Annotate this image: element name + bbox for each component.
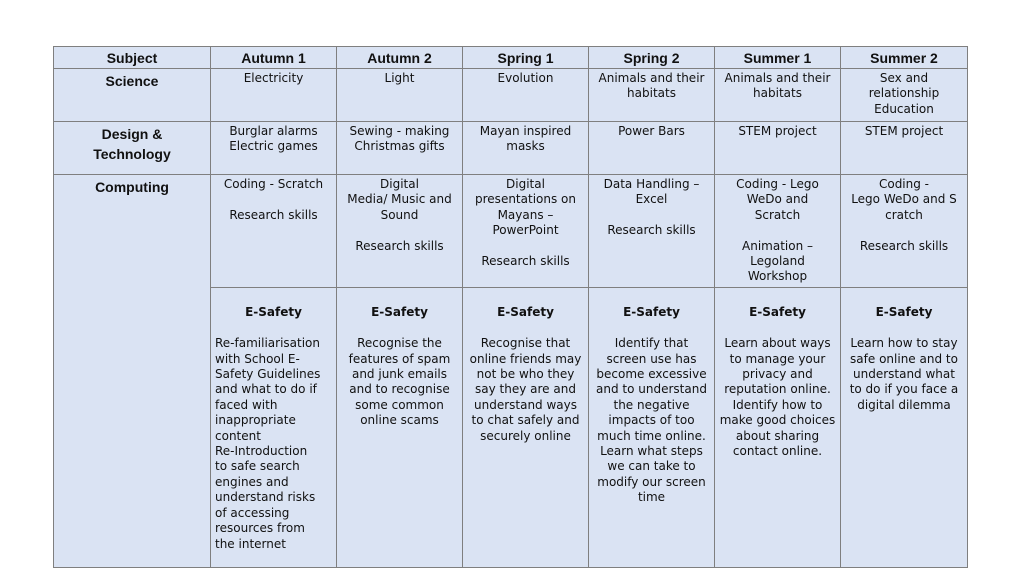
- esafety-heading: E-Safety: [245, 305, 302, 320]
- header-term: Summer 2: [841, 47, 968, 69]
- table-cell: Digital Media/ Music and Sound Research skills: [337, 175, 463, 288]
- esafety-cell: [211, 288, 337, 568]
- esafety-text: Recognise that online friends may not be who they say they are and understand ways to chat safely and securely online: [469, 336, 582, 443]
- header-term: Autumn 1: [211, 47, 337, 69]
- table-cell: Animals and their habitats: [589, 69, 715, 122]
- header-term: Spring 2: [589, 47, 715, 69]
- esafety-cell: [589, 288, 715, 568]
- table-row-design-technology: [54, 122, 968, 175]
- table-cell: Animals and their habitats: [715, 69, 841, 122]
- table-cell: Digital presentations on Mayans – PowerPoint Research skills: [463, 175, 589, 288]
- esafety-heading: E-Safety: [497, 305, 554, 320]
- table-cell: Power Bars: [589, 122, 715, 175]
- esafety-heading: E-Safety: [875, 305, 933, 320]
- esafety-text: Learn how to stay safe online and to understand what to do if you face a digital dilemma: [849, 336, 959, 412]
- table-cell: Light: [337, 69, 463, 122]
- esafety-text: Recognise the features of spam and junk emails and to recognise some common online scams: [348, 336, 451, 428]
- esafety-cell: [841, 288, 968, 568]
- table-cell: Data Handling – Excel Research skills: [589, 175, 715, 288]
- table-cell: Mayan inspired masks: [463, 122, 589, 175]
- table-cell: Sewing - making Christmas gifts: [337, 122, 463, 175]
- header-row: [54, 47, 968, 69]
- table-cell: Coding - Lego WeDo and S cratch Research skills: [841, 175, 968, 288]
- header-term: Summer 1: [715, 47, 841, 69]
- esafety-text: Identify that screen use has become excessive and to understand the negative impacts of too much time online. Learn what steps we can take to modify our screen time: [596, 336, 707, 505]
- esafety-heading: E-Safety: [623, 305, 680, 320]
- table-cell: Evolution: [463, 69, 589, 122]
- table-cell: Coding - Scratch Research skills: [211, 175, 337, 288]
- table-row-science: [54, 69, 968, 122]
- table-cell: Burglar alarms Electric games: [211, 122, 337, 175]
- table-cell: Coding - Lego WeDo and Scratch Animation – Legoland Workshop: [715, 175, 841, 288]
- esafety-cell: [337, 288, 463, 568]
- esafety-cell: [715, 288, 841, 568]
- esafety-text: Re-familiarisation with School E- Safety Guidelines and what to do if faced with inappropriate content Re-Introduction to safe search engines and understand risks of accessing resources from the internet: [215, 336, 321, 551]
- header-term: Autumn 2: [337, 47, 463, 69]
- subject-computing: Computing: [54, 175, 211, 568]
- subject-design-technology: Design & Technology: [54, 122, 211, 175]
- table-cell: Sex and relationship Education: [841, 69, 968, 122]
- header-subject: Subject: [54, 47, 211, 69]
- subject-science: Science: [54, 69, 211, 122]
- table-cell: STEM project: [715, 122, 841, 175]
- esafety-heading: E-Safety: [749, 305, 806, 320]
- esafety-cell: [463, 288, 589, 568]
- table-cell: Electricity: [211, 69, 337, 122]
- esafety-heading: E-Safety: [371, 305, 428, 320]
- table-row-computing-skills: [54, 175, 968, 288]
- curriculum-table: [53, 46, 968, 568]
- table-cell: STEM project: [841, 122, 968, 175]
- header-term: Spring 1: [463, 47, 589, 69]
- esafety-text: Learn about ways to manage your privacy and reputation online. Identify how to make good choices about sharing contact online.: [719, 336, 836, 459]
